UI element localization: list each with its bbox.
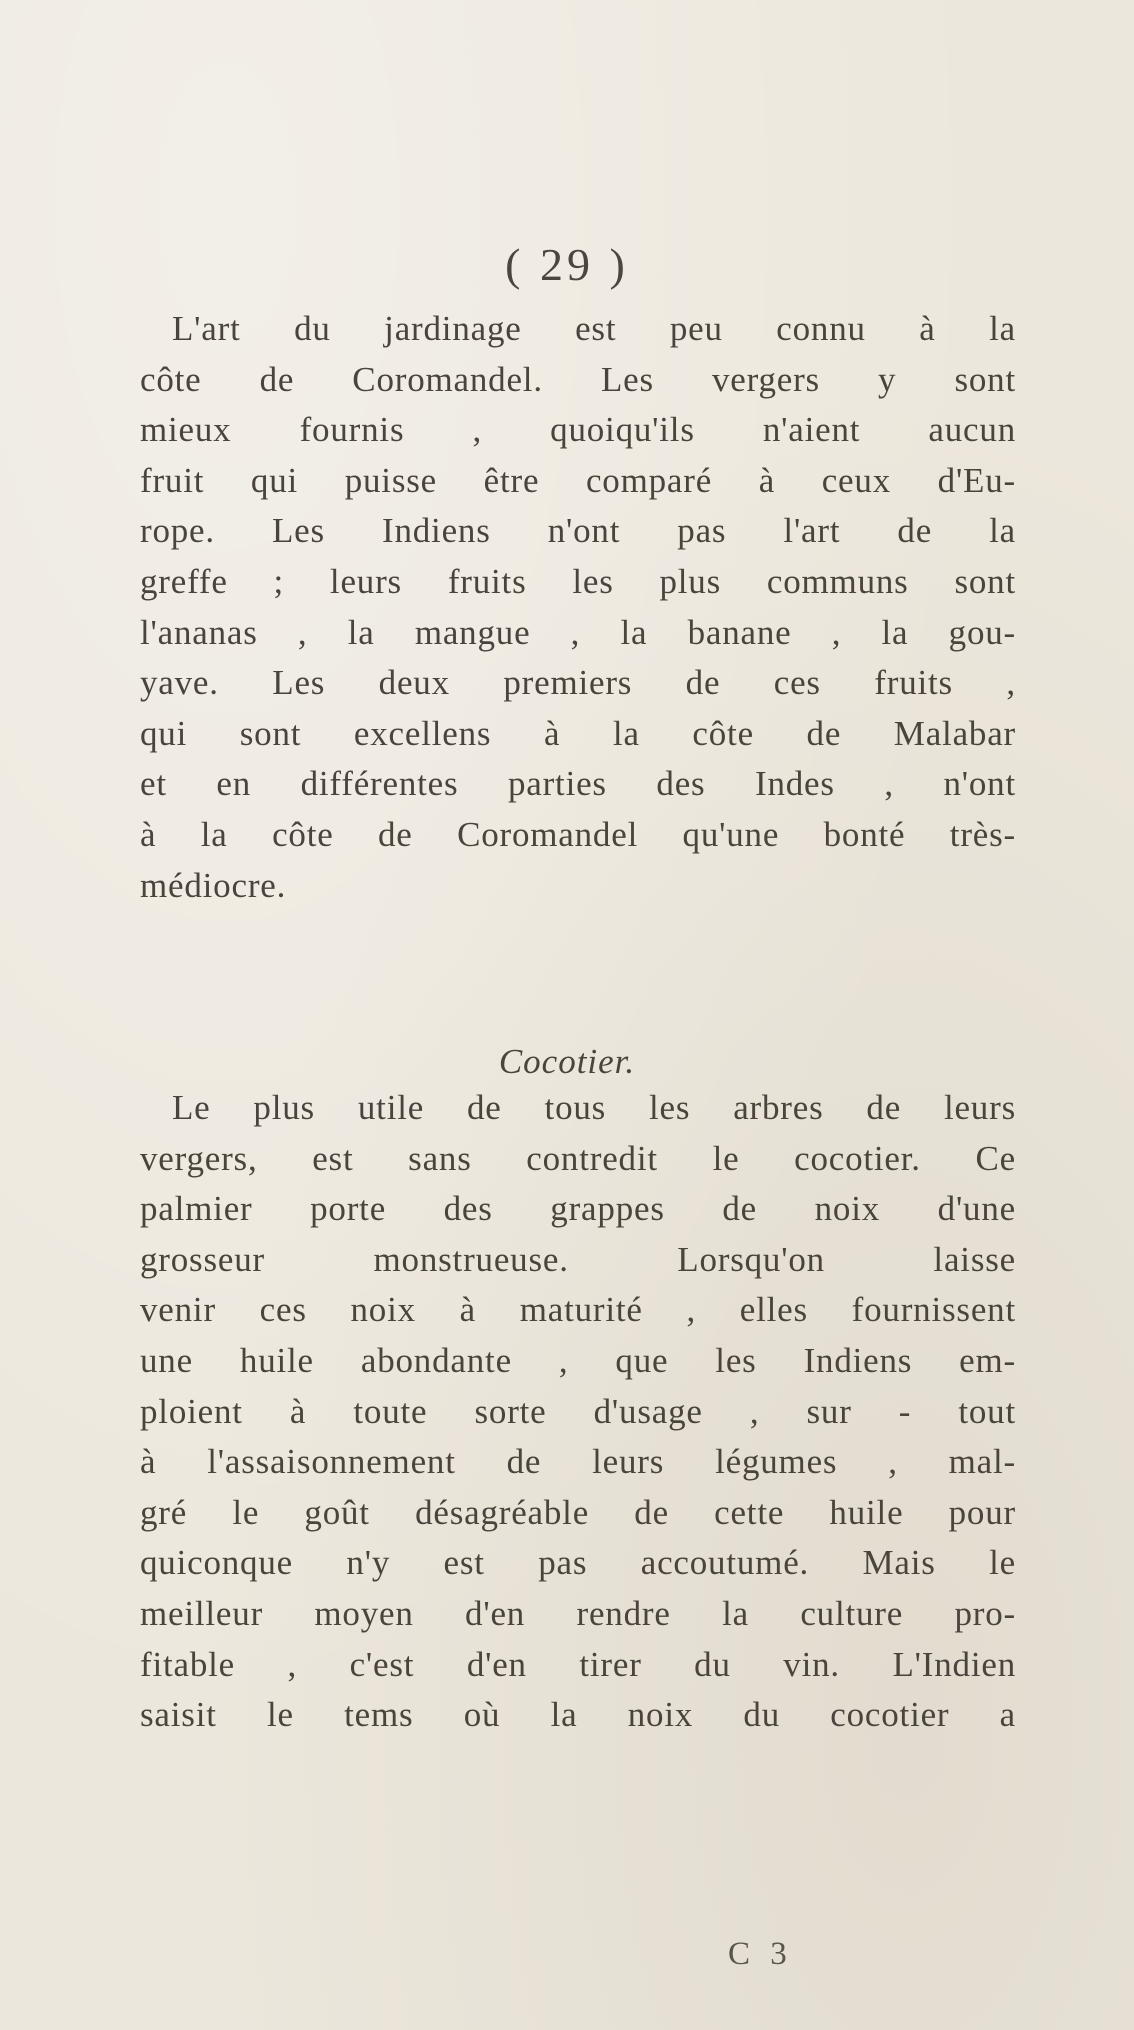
text-line: qui sont excellens à la côte de Malabar [140,713,1016,753]
text-line: fitable , c'est d'en tirer du vin. L'Indien [140,1644,1016,1684]
text-line: gré le goût désagréable de cette huile pour [140,1492,1016,1532]
text-line: Le plus utile de tous les arbres de leurs [172,1088,1016,1127]
text-line: côte de Coromandel. Les vergers y sont [140,359,1016,399]
text-line: quiconque n'y est pas accoutumé. Mais le [140,1543,1016,1583]
text-line: et en différentes parties des Indes , n'ont [140,764,1016,804]
paragraph-cocotier [140,1083,1016,1741]
text-line: l'ananas , la mangue , la banane , la gou- [140,612,1016,652]
text-line: palmier porte des grappes de noix d'une [140,1189,1016,1229]
text-line: vergers, est sans contredit le cocotier. Ce [140,1138,1016,1178]
text-line: mieux fournis , quoiqu'ils n'aient aucun [140,410,1016,450]
page-number: ( 29 ) [505,239,629,290]
section-heading: Cocotier. [498,1042,636,1081]
text-line: fruit qui puisse être comparé à ceux d'Eu- [140,460,1016,500]
text-line: grosseur monstrueuse. Lorsqu'on laisse [140,1239,1016,1279]
text-line: ploient à toute sorte d'usage , sur - tout [140,1391,1016,1431]
text-line: saisit le tems où la noix du cocotier a [140,1695,1016,1735]
text-line: une huile abondante , que les Indiens em- [140,1340,1016,1380]
text-line: à l'assaisonnement de leurs légumes , mal- [140,1442,1016,1482]
text-line: médiocre. [140,865,287,905]
text-line: rope. Les Indiens n'ont pas l'art de la [140,511,1016,551]
text-line: venir ces noix à maturité , elles fournissent [140,1290,1016,1330]
paragraph-jardinage [140,304,1016,911]
text-line: yave. Les deux premiers de ces fruits , [140,663,1016,703]
text-line: L'art du jardinage est peu connu à la [172,309,1016,348]
signature-mark: C 3 [728,1936,793,1972]
text-line: à la côte de Coromandel qu'une bonté très- [140,814,1016,854]
text-line: meilleur moyen d'en rendre la culture pro- [140,1593,1016,1633]
text-line: greffe ; leurs fruits les plus communs sont [140,561,1016,601]
